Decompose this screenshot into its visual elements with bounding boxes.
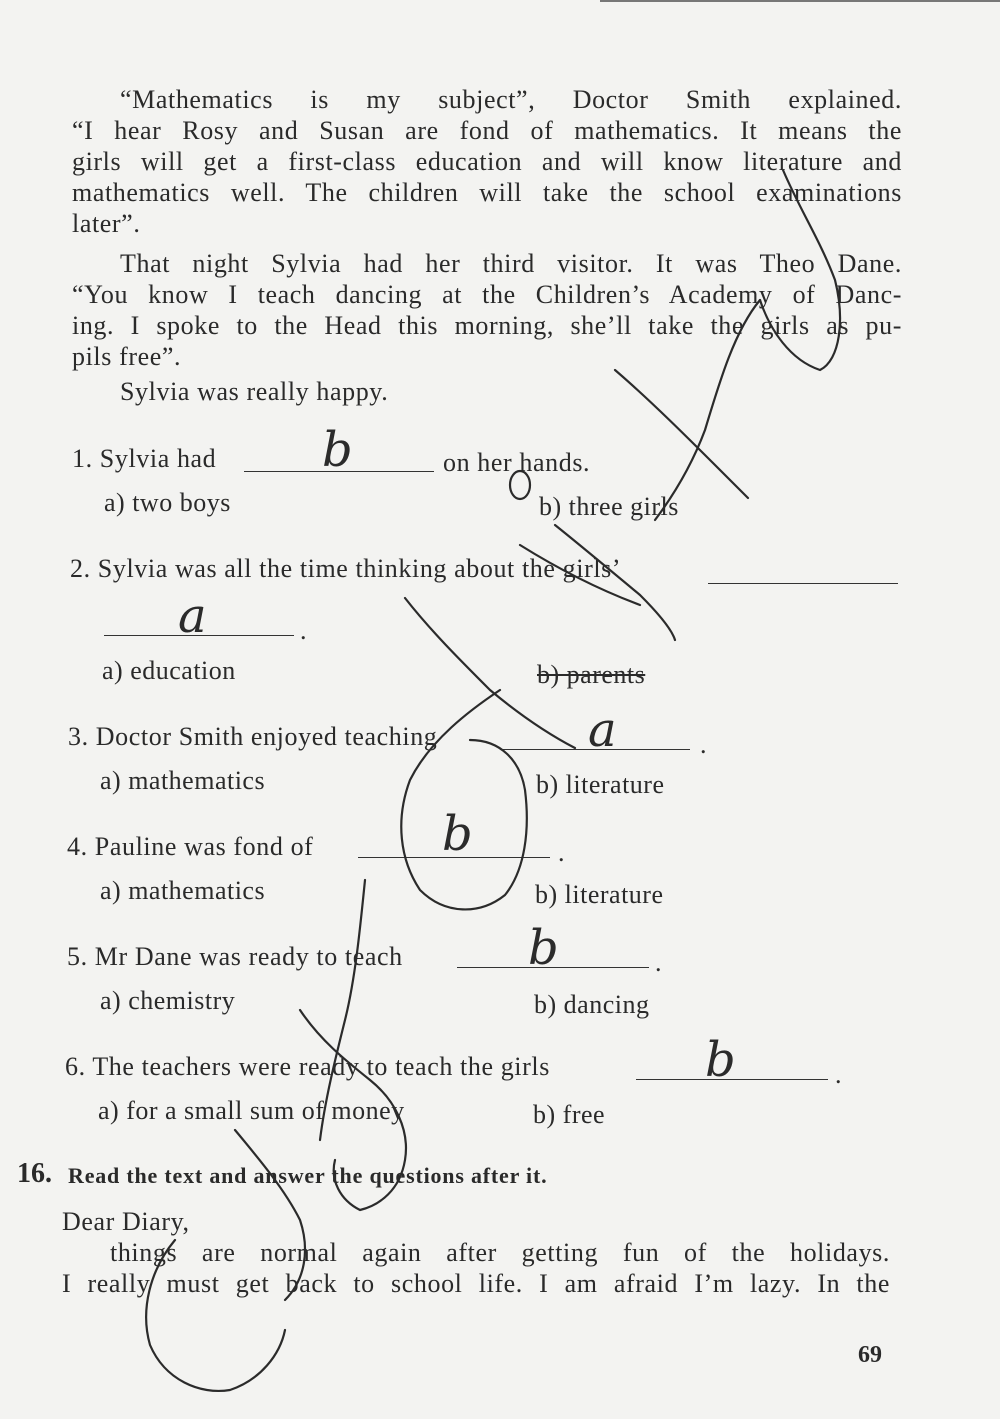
answer-blank-continued[interactable] <box>104 634 294 636</box>
question-stem-end: . <box>700 730 707 759</box>
handwritten-answer-3: a <box>588 702 617 758</box>
question-stem: 6. The teachers were ready to teach the girls <box>65 1052 550 1081</box>
question-stem: 3. Doctor Smith enjoyed teaching <box>68 722 438 751</box>
option-b: b) three girls <box>539 492 679 521</box>
story-line: That night Sylvia had her third visitor. It was Theo Dane. <box>120 249 902 278</box>
story-line: later”. <box>72 209 141 238</box>
answer-blank[interactable] <box>358 856 550 858</box>
handwritten-answer-5: b <box>528 920 559 976</box>
story-line: ing. I spoke to the Head this morning, she’ll take the girls as pu- <box>72 311 902 340</box>
question-stem-end: on her hands. <box>443 448 591 477</box>
option-b: b) literature <box>535 880 664 909</box>
page-number: 69 <box>858 1342 882 1368</box>
question-stem: 1. Sylvia had <box>72 444 217 473</box>
option-a: a) mathematics <box>100 876 266 905</box>
story-line: Sylvia was really happy. <box>120 377 389 406</box>
option-a: a) chemistry <box>100 986 236 1015</box>
diary-line: I really must get back to school life. I am afraid I’m lazy. In the <box>62 1269 890 1298</box>
option-a: a) education <box>102 656 236 685</box>
option-a: a) mathematics <box>100 766 266 795</box>
answer-blank[interactable] <box>708 582 898 584</box>
handwritten-answer-4: b <box>442 806 473 862</box>
story-line: “I hear Rosy and Susan are fond of mathematics. It means the <box>72 116 902 145</box>
story-line: girls will get a first-class education and will know literature and <box>72 147 902 176</box>
diary-line: things are normal again after getting fun of the holidays. <box>110 1238 890 1267</box>
answer-blank[interactable] <box>500 748 690 750</box>
question-stem-end: . <box>300 616 307 645</box>
task-number: 16. <box>17 1158 52 1189</box>
question-stem-end: . <box>835 1060 842 1089</box>
answer-blank[interactable] <box>636 1078 828 1080</box>
question-stem-end: . <box>655 948 662 977</box>
option-b: b) literature <box>536 770 665 799</box>
story-paragraph-3 <box>72 376 902 407</box>
option-b: b) free <box>533 1100 606 1129</box>
option-a: a) for a small sum of money <box>98 1096 405 1125</box>
story-line: mathematics well. The children will take the school examinations <box>72 178 902 207</box>
option-a: a) two boys <box>104 488 231 517</box>
answer-blank[interactable] <box>244 470 434 472</box>
story-line: “Mathematics is my subject”, Doctor Smith explained. <box>120 85 902 114</box>
answer-blank[interactable] <box>457 966 649 968</box>
option-b: b) parents <box>537 660 646 689</box>
story-paragraph-2 <box>72 248 902 372</box>
handwritten-answer-2: a <box>178 588 207 644</box>
task-instruction: Read the text and answer the questions after it. <box>68 1163 548 1188</box>
story-line: pils free”. <box>72 342 182 371</box>
question-stem: 4. Pauline was fond of <box>67 832 314 861</box>
scan-edge-line <box>600 0 1000 2</box>
handwritten-answer-6: b <box>705 1032 736 1088</box>
story-paragraph-1 <box>72 84 902 239</box>
diary-text <box>62 1206 890 1299</box>
handwritten-answer-1: b <box>322 422 353 478</box>
story-line: “You know I teach dancing at the Children’s Academy of Danc- <box>72 280 902 309</box>
option-b: b) dancing <box>534 990 650 1019</box>
question-stem-end: . <box>558 838 565 867</box>
question-stem: 2. Sylvia was all the time thinking about the girls’ <box>70 554 622 583</box>
diary-greeting: Dear Diary, <box>62 1207 190 1236</box>
question-stem: 5. Mr Dane was ready to teach <box>67 942 403 971</box>
